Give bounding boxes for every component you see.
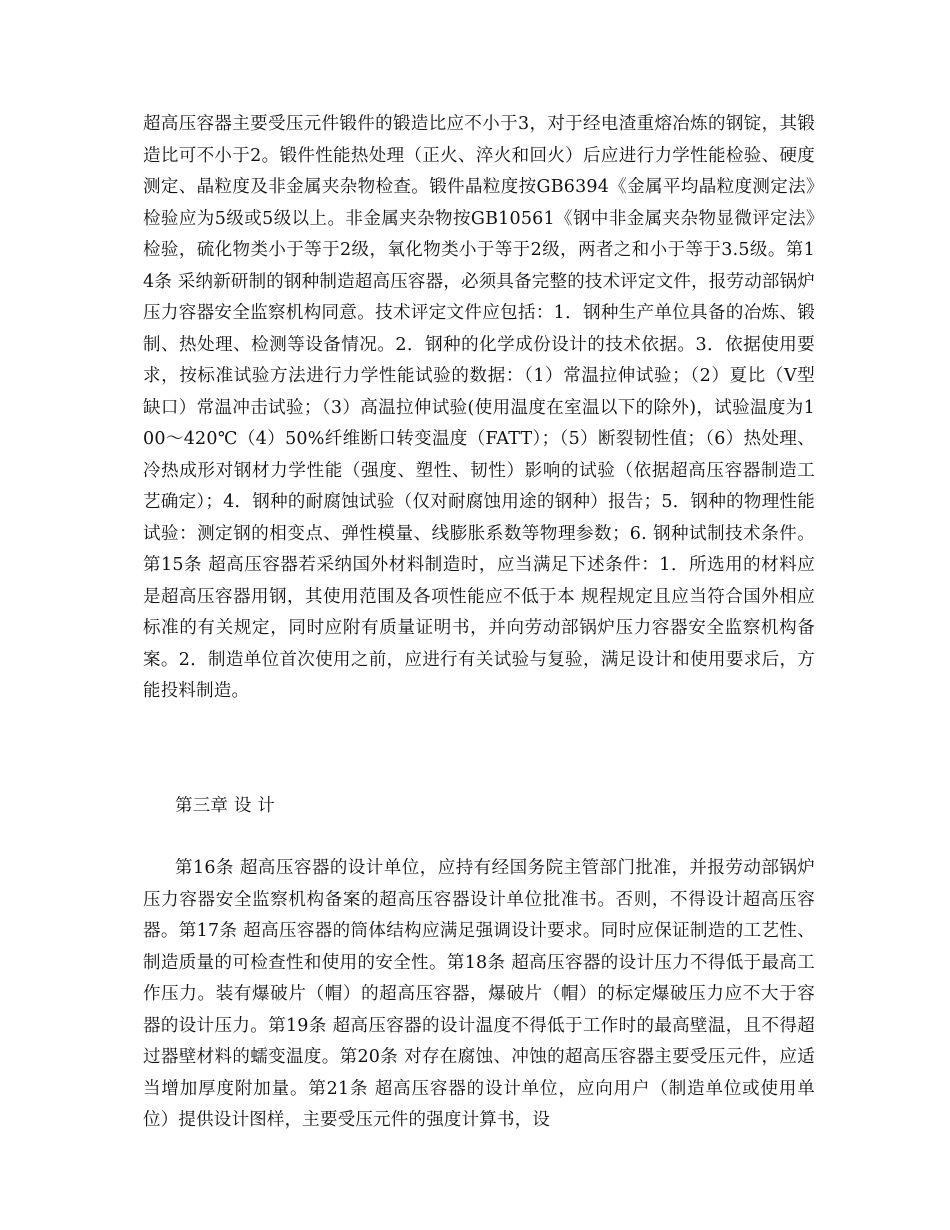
body-paragraph-design: 第16条 超高压容器的设计单位，应持有经国务院主管部门批准，并报劳动部锅炉压力容器安全监察机构备案的超高压容器设计单位批准书。否则，不得设计超高压容器。第17条 超高压容器的筒体结构应满足强调设计要求。同时应保证制造的工艺性、制造质量的可检查性和使用的安全性。第18条 超高压容器的设计压力不得低于最高工作压力。装有爆破片（帽）的超高压容器，爆破片（帽）的标定爆破压力应不大于容器的设计压力。第19条 超高压容器的设计温度不得低于工作时的最高壁温，且不得超过器壁材料的蠕变温度。第20条 对存在腐蚀、冲蚀的超高压容器主要受压元件，应适当增加厚度附加量。第21条 超高压容器的设计单位，应向用户（制造单位或使用单位）提供设计图样，主要受压元件的强度计算书，设: [143, 858, 815, 1130]
body-paragraph-materials: 超高压容器主要受压元件锻件的锻造比应不小于3，对于经电渣重熔冶炼的钢锭，其锻造比可不小于2。锻件性能热处理（正火、淬火和回火）后应进行力学性能检验、硬度测定、晶粒度及非金属夹杂物检查。锻件晶粒度按GB6394《金属平均晶粒度测定法》检验应为5级或5级以上。非金属夹杂物按GB10561《钢中非金属夹杂物显微评定法》检验，硫化物类小于等于2级，氧化物类小于等于2级，两者之和小于等于3.5级。第14条 采纳新研制的钢种制造超高压容器，必须具备完整的技术评定文件，报劳动部锅炉压力容器安全监察机构同意。技术评定文件应包括：1．钢种生产单位具备的冶炼、锻制、热处理、检测等设备情况。2．钢种的化学成份设计的技术依据。3．依据使用要求，按标准试验方法进行力学性能试验的数据：（1）常温拉伸试验；（2）夏比（V型缺口）常温冲击试验；（3）高温拉伸试验(使用温度在室温以下的除外)，试验温度为100～420℃（4）50%纤维断口转变温度（FATT）；（5）断裂韧性值；（6）热处理、冷热成形对钢材力学性能（强度、塑性、韧性）影响的试验（依据超高压容器制造工艺确定）；4．钢种的耐腐蚀试验（仅对耐腐蚀用途的钢种）报告；5．钢种的物理性能试验：测定钢的相变点、弹性模量、线膨胀系数等物理参数；6. 钢种试制技术条件。第15条 超高压容器若采纳国外材料制造时，应当满足下述条件：1．所选用的材料应是超高压容器用钢，其使用范围及各项性能应不低于本 规程规定且应当符合国外相应标准的有关规定，同时应附有质量证明书，并向劳动部锅炉压力容器安全监察机构备案。2．制造单位首次使用之前，应进行有关试验与复验，满足设计和使用要求后，方能投料制造。: [143, 114, 815, 701]
chapter-heading: 第三章 设 计: [175, 796, 276, 816]
